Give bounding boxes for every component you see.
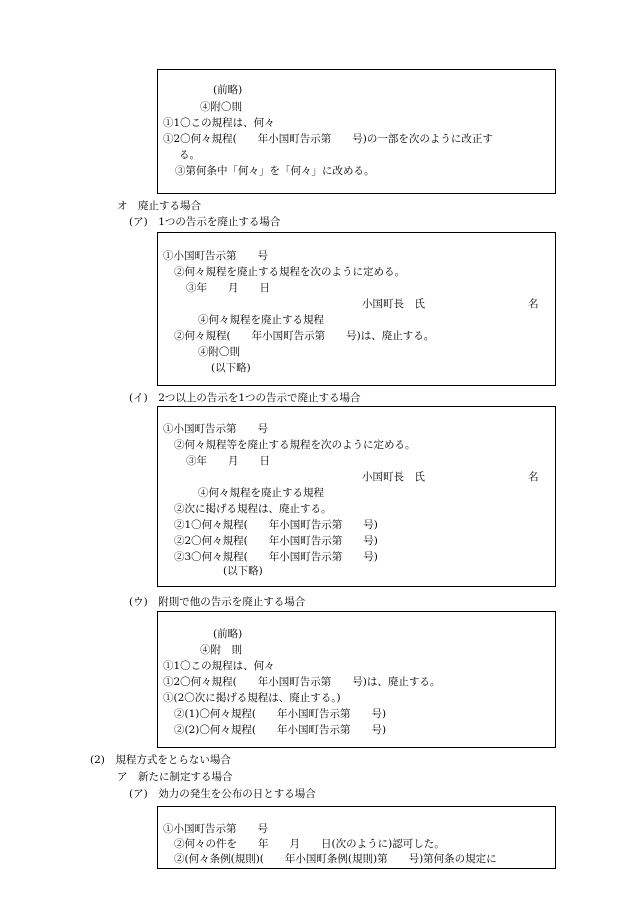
sub-u-heading: (ウ) 附則で他の告示を廃止する場合 xyxy=(129,596,306,608)
box3-line: ①小国町告示第 号 xyxy=(163,423,268,435)
box3-line: ③年 月 日 xyxy=(186,455,270,467)
box3-line: 小国町長 氏 xyxy=(362,471,425,483)
box3-line: 名 xyxy=(528,471,539,483)
section-2-heading: (2) 規程方式をとらない場合 xyxy=(90,754,231,766)
box4-line: ①(2〇次に掲げる規程は、廃止する。) xyxy=(163,692,341,704)
box4-line: (前略) xyxy=(213,628,243,640)
box2-line: 小国町長 氏 xyxy=(362,298,425,310)
box1-line: (前略) xyxy=(213,84,243,96)
box1-line: ①1〇この規程は、何々 xyxy=(163,117,275,129)
box2-line: ②何々規程を廃止する規程を次のように定める。 xyxy=(174,266,405,278)
box3-line: ②2〇何々規程( 年小国町告示第 号) xyxy=(174,535,378,547)
box3-line: ②何々規程等を廃止する規程を次のように定める。 xyxy=(174,439,416,451)
box5-line: ②(何々条例(規則)( 年小国町条例(規則)第 号)第何条の規定に xyxy=(174,853,497,865)
box4-line: ②(1)〇何々規程( 年小国町告示第 号) xyxy=(174,708,387,720)
box4-line: ④附 則 xyxy=(200,644,242,656)
box4-line: ①1〇この規程は、何々 xyxy=(163,660,275,672)
section-o-heading: オ 廃止する場合 xyxy=(117,200,201,212)
sub-a-heading: (ア) 1つの告示を廃止する場合 xyxy=(129,216,281,228)
box5-line: ②何々の件を 年 月 日(次のように)認可した。 xyxy=(174,838,445,850)
box2-line: ③年 月 日 xyxy=(186,282,270,294)
box4-line: ②(2)〇何々規程( 年小国町告示第 号) xyxy=(174,724,387,736)
box5-line: ①小国町告示第 号 xyxy=(163,823,268,835)
box1-line: ③第何条中「何々」を「何々」に改める。 xyxy=(175,165,375,177)
sub-i-heading: (イ) 2つ以上の告示を1つの告示で廃止する場合 xyxy=(129,392,361,404)
section-2-sub-sub-heading: (ア) 効力の発生を公布の日とする場合 xyxy=(129,788,316,800)
box3-line: ②1〇何々規程( 年小国町告示第 号) xyxy=(174,519,378,531)
section-2-sub-heading: ア 新たに制定する場合 xyxy=(117,771,233,783)
box2-line: ④何々規程を廃止する規程 xyxy=(198,314,324,326)
box1-line: ④附〇則 xyxy=(200,101,242,113)
box2-line: ①小国町告示第 号 xyxy=(163,250,268,262)
box1-line: る。 xyxy=(179,149,200,161)
box3-line: (以下略) xyxy=(223,565,263,577)
box2-line: ②何々規程( 年小国町告示第 号)は、廃止する。 xyxy=(174,330,435,342)
box3-line: ②次に掲げる規程は、廃止する。 xyxy=(174,503,332,515)
box2-line: 名 xyxy=(528,298,539,310)
box2-line: (以下略) xyxy=(211,362,251,374)
box4-line: ①2〇何々規程( 年小国町告示第 号)は、廃止する。 xyxy=(163,676,441,688)
box1-line: ①2〇何々規程( 年小国町告示第 号)の一部を次のように改正す xyxy=(163,133,493,145)
box2-line: ④附〇則 xyxy=(198,346,240,358)
box3-line: ④何々規程を廃止する規程 xyxy=(198,487,324,499)
box3-line: ②3〇何々規程( 年小国町告示第 号) xyxy=(174,551,378,563)
